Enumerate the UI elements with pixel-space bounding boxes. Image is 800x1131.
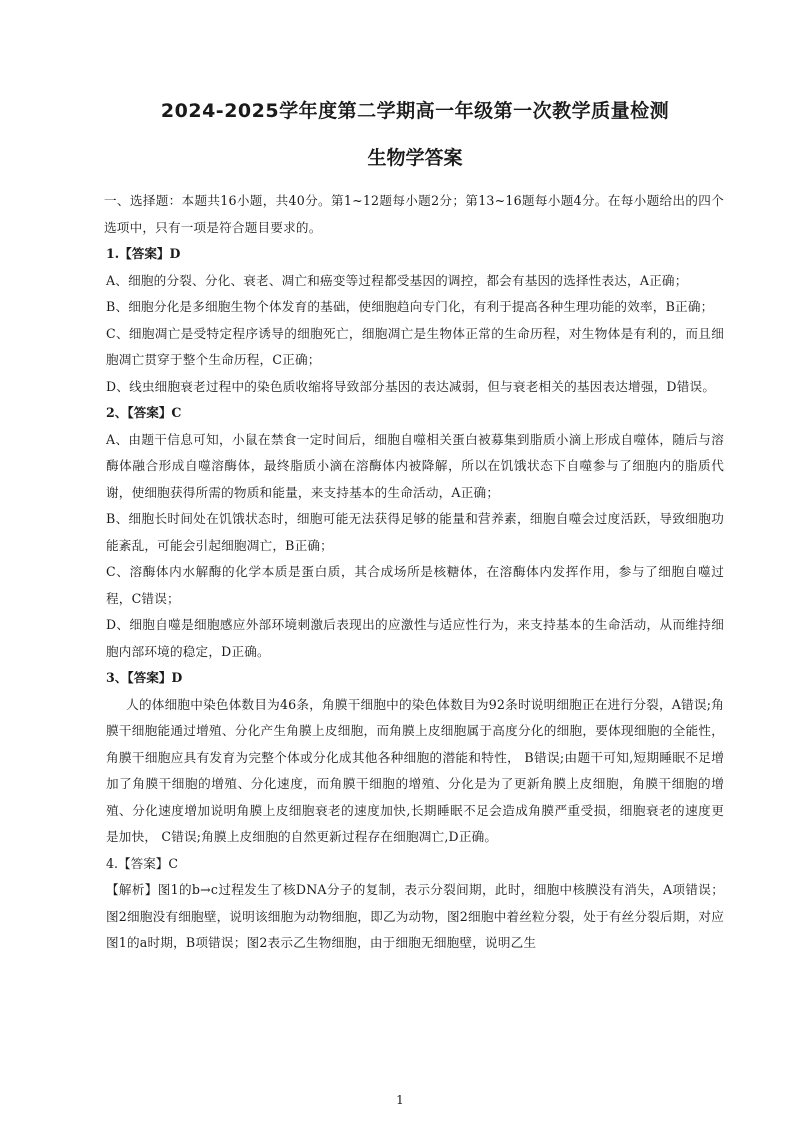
question-4 xyxy=(106,851,724,957)
q1-option-a: A、细胞的分裂、分化、衰老、凋亡和癌变等过程都受基因的调控，都会有基因的选择性表达，A正确； xyxy=(106,272,688,288)
q3-answer: 3、【答案】D xyxy=(106,670,183,685)
page-number: 1 xyxy=(396,1093,404,1107)
question-1 xyxy=(106,241,724,400)
section-intro: 一、选择题：本题共16小题，共40分。第1~12题每小题2分；第13~16题每小题4分。在每小题给出的四个选项中，只有一项是符合题目要求的。 xyxy=(104,193,724,235)
q3-body: 人的体细胞中染色体数目为46条，角膜干细胞中的染色体数目为92条时说明细胞正在进行分裂，A错误;角膜干细胞能通过增殖、分化产生角膜上皮细胞，而角膜上皮细胞属于高度分化的细胞，要体现细胞的全能性，角膜干细胞应具有发育为完整个体或分化成其他各种细胞的潜能和特性， B错误;由题干可知,短期睡眠不足增加了角膜干细胞的增殖、分化速度，而角膜干细胞的增殖、分化是为了更新角膜上皮细胞，角膜干细胞的增殖、分化速度增加说明角膜上皮细胞衰老的速度加快,长期睡眠不足会造成角膜严重受损，细胞衰老的速度更是加快， C错误;角膜上皮细胞的自然更新过程存在细胞凋亡,D正确。 xyxy=(106,696,724,844)
document-title: 2024-2025学年度第二学期高一年级第一次教学质量检测 xyxy=(160,100,670,122)
document-subtitle: 生物学答案 xyxy=(367,147,463,169)
question-3 xyxy=(106,665,724,851)
q2-option-b: B、细胞长时间处在饥饿状态时，细胞可能无法获得足够的能量和营养素，细胞自噬会过度活跃，导致细胞功能紊乱，可能会引起细胞凋亡，B正确； xyxy=(106,511,724,553)
q1-option-c: C、细胞凋亡是受特定程序诱导的细胞死亡，细胞凋亡是生物体正常的生命历程，对生物体是有利的，而且细胞凋亡贯穿于整个生命历程，C正确； xyxy=(106,325,724,367)
q2-option-d: D、细胞自噬是细胞感应外部环境刺激后表现出的应激性与适应性行为，来支持基本的生命活动，从而维持细胞内部环境的稳定，D正确。 xyxy=(106,617,724,659)
q2-option-a: A、由题干信息可知，小鼠在禁食一定时间后，细胞自噬相关蛋白被募集到脂质小滴上形成自噬体，随后与溶酶体融合形成自噬溶酶体，最终脂质小滴在溶酶体内被降解，所以在饥饿状态下自噬参与了细胞内的脂质代谢，使细胞获得所需的物质和能量，来支持基本的生命活动，A正确； xyxy=(106,431,724,500)
q4-answer: 4.【答案】C xyxy=(106,855,179,871)
q2-answer: 2、【答案】C xyxy=(106,405,182,420)
question-2 xyxy=(106,400,724,665)
q1-option-b: B、细胞分化是多细胞生物个体发育的基础，使细胞趋向专门化，有利于提高各种生理功能的效率，B正确； xyxy=(106,299,714,314)
q1-option-d: D、线虫细胞衰老过程中的染色质收缩将导致部分基因的表达减弱，但与衰老相关的基因表达增强，D错误。 xyxy=(106,378,716,394)
q1-answer: 1.【答案】D xyxy=(106,246,181,261)
q2-option-c: C、溶酶体内水解酶的化学本质是蛋白质，其合成场所是核糖体，在溶酶体内发挥作用，参与了细胞自噬过程，C错误； xyxy=(106,564,724,606)
q4-body: 【解析】图1的b→c过程发生了核DNA分子的复制，表示分裂间期，此时，细胞中核膜没有消失，A项错误；图2细胞没有细胞壁，说明该细胞为动物细胞，即乙为动物，图2细胞中着丝粒分裂，处于有丝分裂后期，对应图1的a时期，B项错误；图2表示乙生物细胞，由于细胞无细胞壁，说明乙生 xyxy=(106,882,724,950)
